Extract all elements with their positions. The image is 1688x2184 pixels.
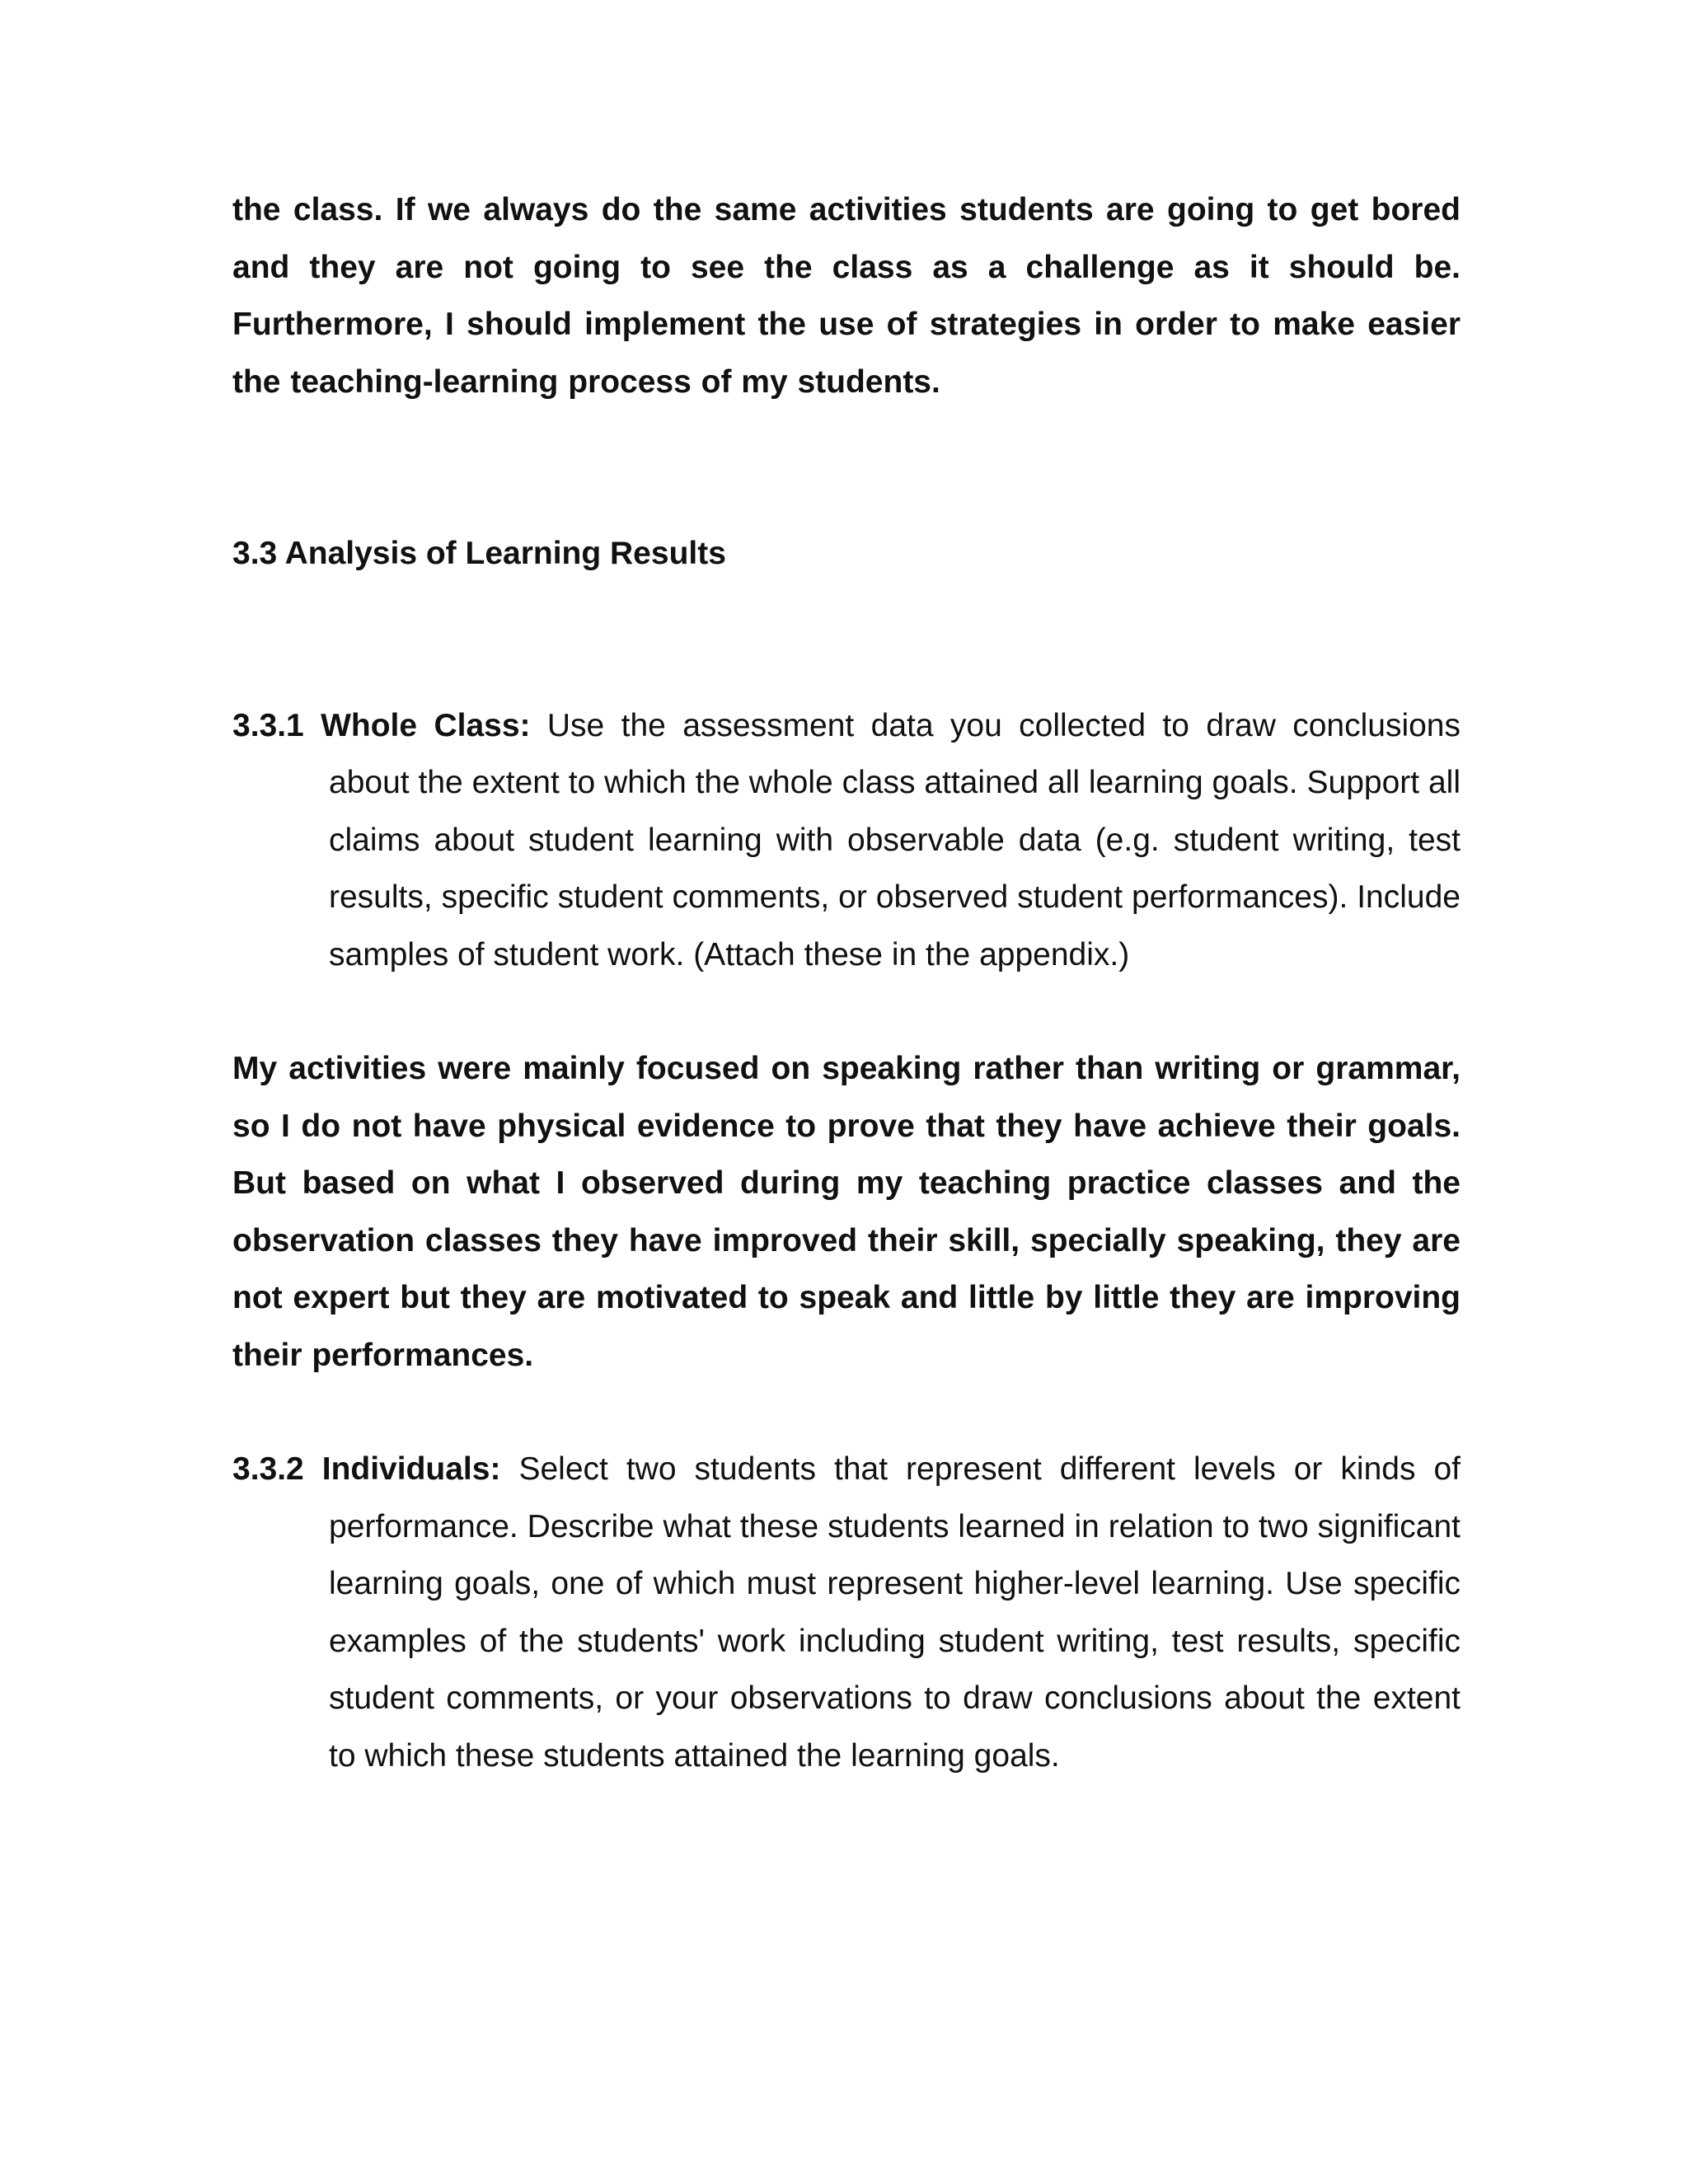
- section-heading: 3.3 Analysis of Learning Results: [232, 536, 726, 571]
- item-3-3-2-label: 3.3.2 Individuals:: [232, 1451, 501, 1487]
- item-3-3-1-label: 3.3.1 Whole Class:: [232, 707, 531, 743]
- item-3-3-1-text: Use the assessment data you collected to draw conclusions about the extent to which the whole class attained all learning goals. Support all claims about student learning with observable data (e.g. student writing, test results, specific student comments, or observed student performances). Include samples of student work. (Attach these in the appendix.): [329, 707, 1461, 972]
- response-paragraph: My activities were mainly focused on speaking rather than writing or grammar, so I do not have physical evidence to prove that they have achieve their goals. But based on what I observed during my teaching practice classes and the observation classes they have improved their skill, specially speaking, they are not expert but they are motivated to speak and little by little they are improving their performances.: [232, 1051, 1461, 1373]
- item-3-3-2-text: Select two students that represent different levels or kinds of performance. Describe what these students learned in relation to two significant learning goals, one of which must represent higher-level learning. Use specific examples of the students' work including student writing, test results, specific student comments, or your observations to draw conclusions about the extent to which these students attained the learning goals.: [329, 1451, 1461, 1774]
- intro-paragraph: the class. If we always do the same activities students are going to get bored and they are not going to see the class as a challenge as it should be. Furthermore, I should implement the use of strategies in order to make easier the teaching-learning process of my students.: [232, 192, 1461, 400]
- item-3-3-1: [232, 697, 1461, 984]
- item-3-3-2: [232, 1441, 1461, 1784]
- document-page: [232, 181, 1461, 1784]
